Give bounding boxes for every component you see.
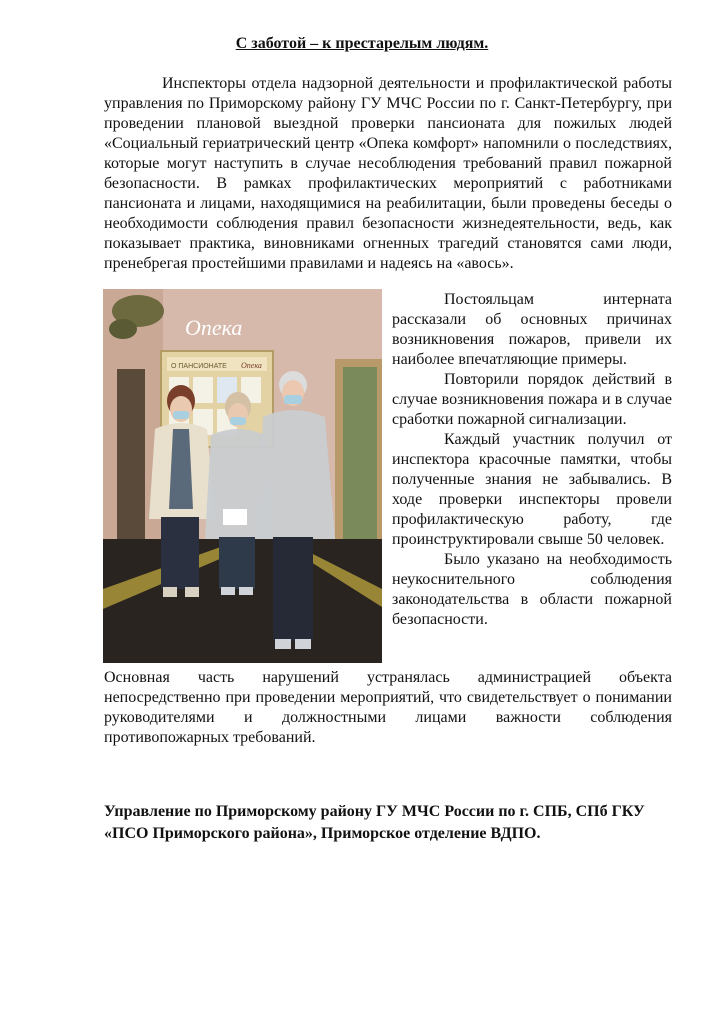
side-paragraph: Было указано на необходимость неукоснительного соблюдения законодательства в области пожарной безопасности. bbox=[392, 551, 672, 628]
photo-illustration bbox=[103, 289, 382, 663]
side-paragraph: Повторили порядок действий в случае возникновения пожара и в случае сработки пожарной сигнализации. bbox=[392, 371, 672, 428]
intro-paragraph: Инспекторы отдела надзорной деятельности и профилактической работы управления по Приморскому району ГУ МЧС России по г. Санкт-Петербургу, при проведении плановой выездной проверки пансионата для пожилых людей «Социальный гериатрический центр «Опека комфорт» напомнили о последствиях, которые могут наступить в случае несоблюдения требований правил пожарной безопасности. В рамках профилактических мероприятий с работниками пансионата и лицами, находящимися на реабилитации, были проведены беседы о необходимости соблюдения правил безопасности жизнедеятельности, ведь, как показывает практика, виновниками огненных трагедий становятся сами люди, пренебрегая простейшими правилами и надеясь на «авось». bbox=[104, 75, 672, 272]
photo-board-logo: Опека bbox=[241, 361, 262, 370]
photo-board-title: О ПАНСИОНАТЕ bbox=[171, 363, 227, 370]
document-footer: Управление по Приморскому району ГУ МЧС России по г. СПБ, СПб ГКУ «ПСО Приморского района», Приморское отделение ВДПО. bbox=[104, 803, 645, 842]
photo-logo-text: Опека bbox=[185, 315, 243, 340]
document-title: С заботой – к престарелым людям. bbox=[235, 35, 489, 52]
inspection-photo bbox=[103, 289, 382, 663]
side-text-column bbox=[392, 290, 672, 630]
closing-paragraph: Основная часть нарушений устранялась администрацией объекта непосредственно при проведении мероприятий, что свидетельствует о понимании руководителями и должностными лицами важности соблюдения противопожарных требований. bbox=[104, 669, 672, 746]
side-paragraph: Каждый участник получил от инспектора красочные памятки, чтобы полученные знания не забывались. В ходе проверки инспекторы провели профилактическую работу, где проинструктировали свыше 50 человек. bbox=[392, 431, 672, 548]
side-paragraph: Постояльцам интерната рассказали об основных причинах возникновения пожаров, привели их наиболее впечатляющие примеры. bbox=[392, 291, 672, 368]
